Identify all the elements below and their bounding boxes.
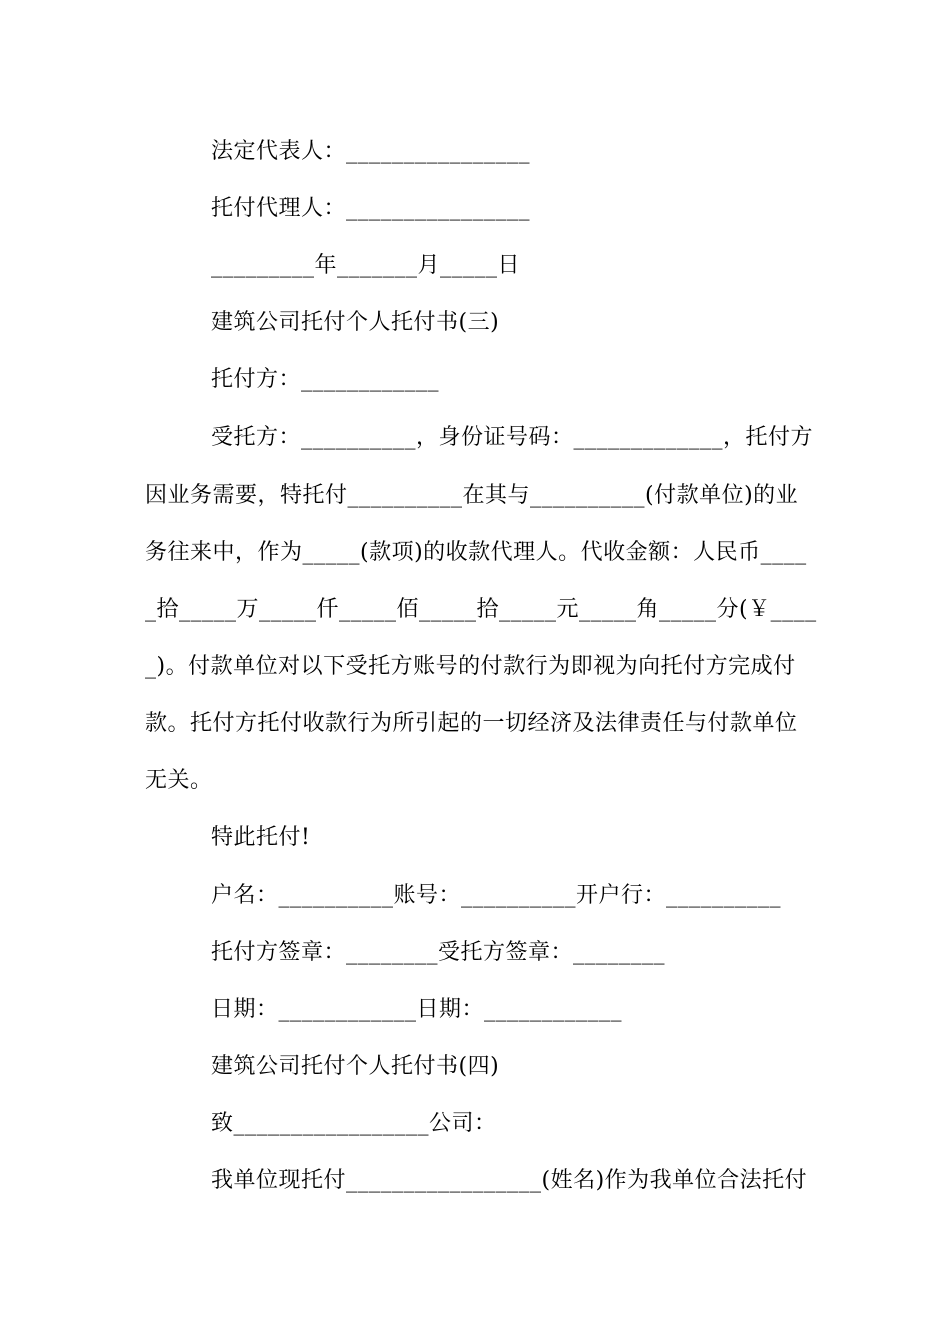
paragraph-line: 受托方：__________，身份证号码：_____________，托付方	[211, 425, 814, 450]
paragraph-line: _)。付款单位对以下受托方账号的付款行为即视为向托付方完成付	[145, 654, 796, 679]
paragraph-line: 无关。	[145, 768, 213, 793]
account-info-line: 户名：__________账号：__________开户行：__________	[211, 883, 782, 908]
paragraph-line: 我单位现托付_________________(姓名)作为我单位合法托付	[211, 1168, 808, 1193]
section-title-four: 建筑公司托付个人托付书(四)	[211, 1054, 500, 1079]
addressee-line: 致_________________公司：	[211, 1111, 497, 1136]
closing-line: 特此托付!	[211, 825, 311, 850]
paragraph-line: 款。托付方托付收款行为所引起的一切经济及法律责任与付款单位	[145, 711, 798, 736]
date-line: _________年_______月_____日	[211, 253, 521, 278]
signature-date-line: 日期：____________日期：____________	[211, 997, 623, 1022]
paragraph-line: 务往来中，作为_____(款项)的收款代理人。代收金额：人民币____	[145, 540, 807, 565]
paragraph-line: _拾_____万_____仟_____佰_____拾_____元_____角_____分(￥____	[145, 597, 817, 622]
paragraph-line: 因业务需要，特托付__________在其与__________(付款单位)的业	[145, 483, 799, 508]
signature-line: 托付方签章：________受托方签章：________	[211, 940, 666, 965]
legal-representative-line: 法定代表人：________________	[211, 139, 531, 164]
authorized-agent-line: 托付代理人：________________	[211, 196, 531, 221]
section-title-three: 建筑公司托付个人托付书(三)	[211, 310, 500, 335]
principal-line: 托付方：____________	[211, 367, 440, 392]
